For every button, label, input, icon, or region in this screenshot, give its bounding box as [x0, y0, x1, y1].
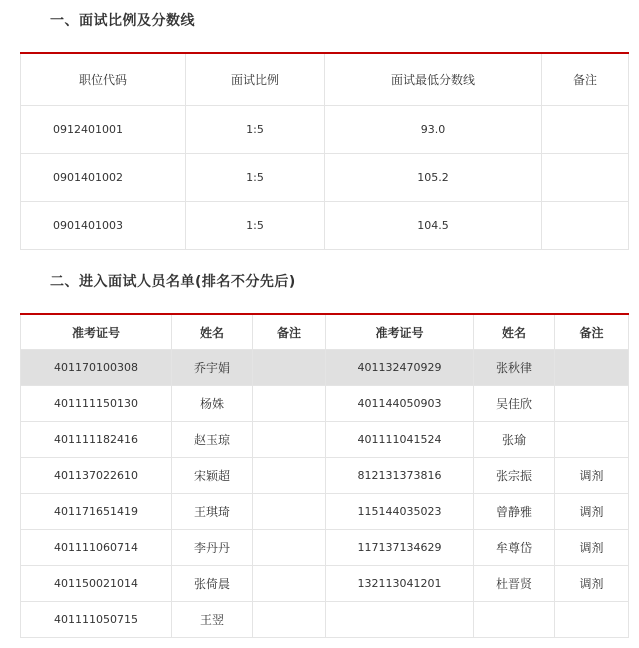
- position-code: 0912401001: [21, 106, 186, 154]
- exam-number: 132113041201: [326, 566, 474, 602]
- table-header-row: [21, 314, 629, 350]
- section2-title: 二、进入面试人员名单(排名不分先后): [50, 274, 296, 290]
- header-interview-ratio: 面试比例: [186, 53, 325, 106]
- interview-ratio-table: [20, 52, 629, 250]
- table-row: [21, 386, 629, 422]
- header-note: 备注: [253, 314, 326, 350]
- section1-title: 一、面试比例及分数线: [50, 13, 195, 29]
- interview-ratio: 1:5: [186, 202, 325, 250]
- candidate-name: 宋颖超: [172, 458, 253, 494]
- candidate-name: 张宗振: [474, 458, 555, 494]
- note: [253, 494, 326, 530]
- table-row: [21, 566, 629, 602]
- candidate-name: 王翌: [172, 602, 253, 638]
- note: [542, 202, 629, 250]
- exam-number: 401111041524: [326, 422, 474, 458]
- exam-number: 401170100308: [21, 350, 172, 386]
- exam-number: 115144035023: [326, 494, 474, 530]
- table-row: [21, 602, 629, 638]
- table-row: [21, 350, 629, 386]
- header-min-score: 面试最低分数线: [325, 53, 542, 106]
- exam-number: [326, 602, 474, 638]
- candidate-name: 王琪琦: [172, 494, 253, 530]
- exam-number: 401150021014: [21, 566, 172, 602]
- note: 调剂: [555, 458, 629, 494]
- interview-candidates-table: [20, 313, 629, 638]
- min-score: 104.5: [325, 202, 542, 250]
- candidate-name: 李丹丹: [172, 530, 253, 566]
- note: 调剂: [555, 530, 629, 566]
- min-score: 105.2: [325, 154, 542, 202]
- note: [253, 530, 326, 566]
- candidate-name: 张瑜: [474, 422, 555, 458]
- note: [253, 602, 326, 638]
- candidate-name: 乔宇娟: [172, 350, 253, 386]
- exam-number: 401111150130: [21, 386, 172, 422]
- exam-number: 401132470929: [326, 350, 474, 386]
- interview-ratio: 1:5: [186, 106, 325, 154]
- exam-number: 117137134629: [326, 530, 474, 566]
- note: [253, 458, 326, 494]
- min-score: 93.0: [325, 106, 542, 154]
- position-code: 0901401002: [21, 154, 186, 202]
- table-header-row: [21, 53, 629, 106]
- candidate-name: [474, 602, 555, 638]
- note: [253, 566, 326, 602]
- note: [253, 386, 326, 422]
- note: [555, 422, 629, 458]
- header-exam-number: 准考证号: [326, 314, 474, 350]
- table-row: [21, 202, 629, 250]
- table-row: [21, 494, 629, 530]
- candidate-name: 张秋律: [474, 350, 555, 386]
- candidate-name: 曾静雅: [474, 494, 555, 530]
- note: [253, 350, 326, 386]
- note: [555, 602, 629, 638]
- note: 调剂: [555, 566, 629, 602]
- table-row: [21, 458, 629, 494]
- note: [555, 350, 629, 386]
- note: [555, 386, 629, 422]
- candidate-name: 杨姝: [172, 386, 253, 422]
- exam-number: 401111182416: [21, 422, 172, 458]
- exam-number: 401137022610: [21, 458, 172, 494]
- header-note: 备注: [555, 314, 629, 350]
- candidate-name: 牟尊岱: [474, 530, 555, 566]
- candidate-name: 杜晋贤: [474, 566, 555, 602]
- candidate-name: 张倚晨: [172, 566, 253, 602]
- note: [253, 422, 326, 458]
- exam-number: 401144050903: [326, 386, 474, 422]
- candidate-name: 吴佳欣: [474, 386, 555, 422]
- exam-number: 812131373816: [326, 458, 474, 494]
- header-exam-number: 准考证号: [21, 314, 172, 350]
- interview-ratio: 1:5: [186, 154, 325, 202]
- header-note: 备注: [542, 53, 629, 106]
- note: [542, 106, 629, 154]
- table-row: [21, 154, 629, 202]
- note: [542, 154, 629, 202]
- position-code: 0901401003: [21, 202, 186, 250]
- header-position-code: 职位代码: [21, 53, 186, 106]
- note: 调剂: [555, 494, 629, 530]
- candidate-name: 赵玉琼: [172, 422, 253, 458]
- header-name: 姓名: [172, 314, 253, 350]
- table-row: [21, 106, 629, 154]
- exam-number: 401171651419: [21, 494, 172, 530]
- table-row: [21, 530, 629, 566]
- exam-number: 401111050715: [21, 602, 172, 638]
- header-name: 姓名: [474, 314, 555, 350]
- exam-number: 401111060714: [21, 530, 172, 566]
- table-row: [21, 422, 629, 458]
